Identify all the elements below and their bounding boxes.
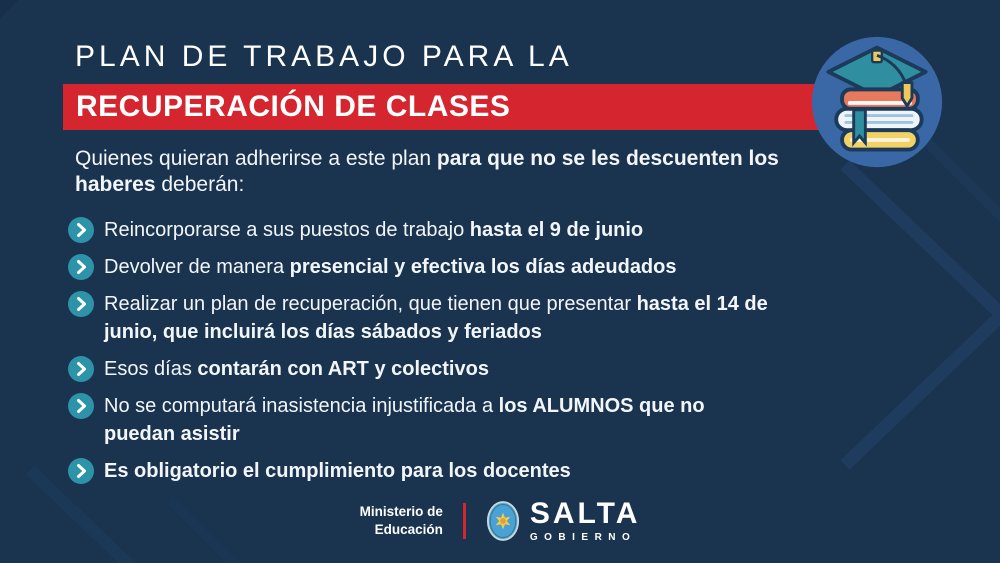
government-logo [486,499,641,543]
footer-divider [463,503,466,539]
chevron-right-circle-icon [68,291,94,317]
bullet-text: No se computará inasistencia injustificada a los ALUMNOS que no puedan asistir [104,395,705,445]
chevron-right-circle-icon [68,356,94,382]
chevron-right-circle-icon [68,217,94,243]
bullet-text: Es obligatorio el cumplimiento para los docentes [104,460,571,482]
graduation-cap-books-icon [809,34,945,170]
bullet-text: Realizar un plan de recuperación, que tienen que presentar hasta el 14 de junio, que incluirá los días sábados y feriados [104,293,768,343]
footer [0,499,1000,543]
government-wordmark [530,499,641,543]
ministry-label [360,503,443,539]
bullet-list [68,216,774,494]
bullet-text: Devolver de manera presencial y efectiva los días adeudados [104,256,677,278]
list-item [68,355,774,383]
list-item [68,253,774,281]
ministry-line2: Educación [374,522,443,537]
list-item [68,290,774,346]
list-item [68,392,774,448]
ministry-line1: Ministerio de [359,503,443,519]
title-banner-text: RECUPERACIÓN DE CLASES [76,90,511,123]
chevron-right-circle-icon [68,254,94,280]
chevron-right-circle-icon [68,393,94,419]
bullet-text: Reincorporarse a sus puestos de trabajo hasta el 9 de junio [104,219,644,241]
intro-text: Quienes quieran adherirse a este plan para que no se les descuenten los haberes deberán: [75,147,779,196]
government-subtitle: GOBIERNO [529,532,637,543]
government-name: SALTA [529,497,641,530]
list-item [68,216,774,244]
list-item [68,457,774,485]
page-title: PLAN DE TRABAJO PARA LA [75,40,573,73]
chevron-right-circle-icon [68,458,94,484]
title-banner [63,84,830,130]
salta-provincial-shield-icon [486,500,520,542]
bullet-text: Esos días contarán con ART y colectivos [104,358,489,380]
